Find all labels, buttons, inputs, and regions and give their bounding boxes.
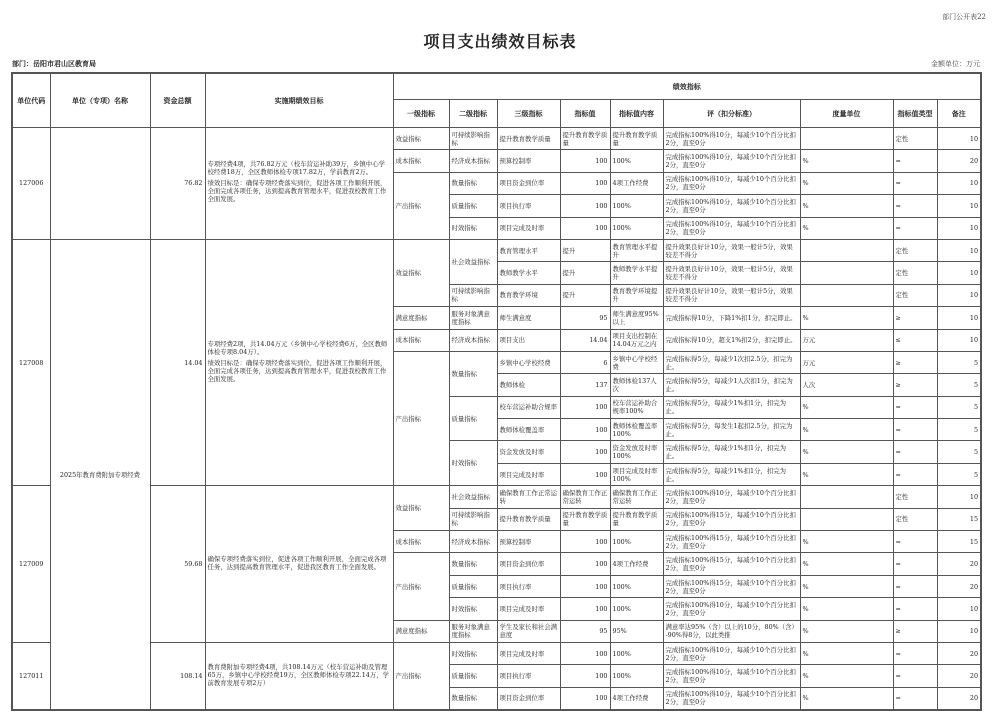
- indicator-content: 项目支出控制在14.04万元之内: [610, 329, 663, 351]
- indicator-value: 100: [560, 642, 610, 664]
- indicator-content: 资金发放及时率100%: [610, 441, 663, 463]
- indicator-l1: 满意度指标: [393, 620, 449, 642]
- indicator-l3: 教师教学水平: [497, 262, 560, 284]
- indicator-content: 提升教育教学质量: [610, 128, 663, 150]
- indicator-measure: %: [800, 687, 893, 710]
- indicator-type: ≤: [893, 329, 937, 351]
- indicator-content: 4项工作经费: [610, 553, 663, 575]
- goal: [205, 239, 393, 485]
- indicator-l3: 项目完成及时率: [497, 642, 560, 664]
- indicator-l3: 师生满意度: [497, 307, 560, 329]
- form-number: 部门公开表22: [942, 13, 986, 21]
- indicator-type: =: [893, 665, 937, 687]
- indicator-content: 100%: [610, 575, 663, 597]
- indicator-l3: 学生及家长和社会满意度: [497, 620, 560, 642]
- indicator-type: =: [893, 195, 937, 217]
- indicator-measure: %: [800, 195, 893, 217]
- indicator-measure: %: [800, 463, 893, 485]
- unit-name: 2025年教育费附加专项经费: [50, 239, 150, 710]
- indicator-type: =: [893, 396, 937, 418]
- indicator-measure: [800, 284, 893, 306]
- indicator-measure: %: [800, 307, 893, 329]
- indicator-type: ≥: [893, 374, 937, 396]
- indicator-value: 137: [560, 374, 610, 396]
- indicator-value: 95: [560, 620, 610, 642]
- indicator-value: 100: [560, 575, 610, 597]
- indicator-measure: %: [800, 665, 893, 687]
- indicator-type: 定性: [893, 262, 937, 284]
- indicator-measure: %: [800, 575, 893, 597]
- indicator-l1: 效益指标: [393, 239, 449, 306]
- indicator-type: =: [893, 217, 937, 239]
- indicator-l1: 成本指标: [393, 329, 449, 351]
- indicator-note: 20: [937, 575, 981, 597]
- indicator-content: 100%: [610, 598, 663, 620]
- indicator-content: 100%: [610, 195, 663, 217]
- indicator-criteria: 完成指标100%得10分，每减少10个百分比扣2分，直至0分: [663, 687, 800, 710]
- performance-target-table: [11, 72, 982, 711]
- indicator-l2: 质量指标: [449, 396, 497, 441]
- indicator-criteria: 完成指标100%得10分，每减少10个百分比扣2分，直至0分: [663, 195, 800, 217]
- indicator-note: 20: [937, 150, 981, 172]
- unit-name: [50, 128, 150, 240]
- indicator-l2: 社会效益指标: [449, 239, 497, 284]
- indicator-note: 20: [937, 642, 981, 664]
- indicator-criteria: 完成指标100%得10分，每减少10个百分比扣2分，直至0分: [663, 598, 800, 620]
- indicator-value: 100: [560, 687, 610, 710]
- indicator-l3: 项目资金到位率: [497, 172, 560, 194]
- indicator-type: =: [893, 531, 937, 553]
- indicator-l2: 经济成本指标: [449, 150, 497, 172]
- page-title: 项目支出绩效目标表: [423, 32, 577, 51]
- indicator-l2: 可持续影响指标: [449, 284, 497, 306]
- indicator-l2: 质量指标: [449, 195, 497, 217]
- indicator-l2: 服务对象满意度指标: [449, 620, 497, 642]
- indicator-measure: %: [800, 553, 893, 575]
- header-type: 指标值类型: [893, 100, 937, 128]
- indicator-l3: 项目执行率: [497, 665, 560, 687]
- header-amount: 资金总额: [150, 73, 205, 128]
- indicator-content: 95%: [610, 620, 663, 642]
- indicator-note: 20: [937, 553, 981, 575]
- indicator-l1: 产出指标: [393, 642, 449, 710]
- indicator-measure: %: [800, 441, 893, 463]
- indicator-l2: 经济成本指标: [449, 531, 497, 553]
- amount: 59.68: [150, 486, 205, 643]
- indicator-measure: %: [800, 419, 893, 441]
- indicator-type: =: [893, 172, 937, 194]
- indicator-measure: %: [800, 620, 893, 642]
- indicator-measure: [800, 128, 893, 150]
- indicator-note: 10: [937, 598, 981, 620]
- indicator-measure: 人次: [800, 374, 893, 396]
- indicator-l3: 预算控制率: [497, 531, 560, 553]
- indicator-content: 确保教育工作正常运转: [610, 486, 663, 508]
- table-body: [12, 128, 981, 711]
- indicator-note: 20: [937, 687, 981, 710]
- indicator-criteria: 提升效果良好计10分，效果一般计5分，效果较差不得分: [663, 262, 800, 284]
- header-value: 指标值: [560, 100, 610, 128]
- indicator-l1: 产出指标: [393, 172, 449, 239]
- indicator-value: 100: [560, 598, 610, 620]
- header-unit-name: 单位（专项）名称: [50, 73, 150, 128]
- indicator-content: 4项工作经费: [610, 172, 663, 194]
- indicator-l3: 资金发放及时率: [497, 441, 560, 463]
- indicator-l2: 时效指标: [449, 441, 497, 486]
- indicator-content: 提升教育教学质量: [610, 508, 663, 530]
- indicator-criteria: 完成指标100%得10分，每减少10个百分比扣2分，直至0分: [663, 642, 800, 664]
- header-note: 备注: [937, 100, 981, 128]
- indicator-l1: 效益指标: [393, 128, 449, 150]
- indicator-type: =: [893, 553, 937, 575]
- indicator-content: 师生满意度95%以上: [610, 307, 663, 329]
- indicator-content: 教育教学环境提升: [610, 284, 663, 306]
- indicator-note: 10: [937, 284, 981, 306]
- indicator-content: 100%: [610, 642, 663, 664]
- indicator-l3: 项目完成及时率: [497, 217, 560, 239]
- indicator-criteria: 完成指标得5分，每减少1人次扣1分，扣完为止。: [663, 374, 800, 396]
- goal-paragraph: 专项经费4项，共76.82万元（校车营运补助39万，乡镇中心学校经费18万，全区教师体检专项17.82万，学前教育2万。: [207, 160, 385, 177]
- goal-paragraph: 绩效目标是：确保专项经费落实到位，促进各项工作顺利开展，全面完成各项任务，达到提高教育管理水平，促进我校教育工作全面发展。: [207, 179, 387, 204]
- indicator-l2: 数量指标: [449, 553, 497, 575]
- indicator-value: 6: [560, 351, 610, 373]
- indicator-criteria: 提升效果良好计10分，效果一般计5分，效果较差不得分: [663, 239, 800, 261]
- indicator-note: 15: [937, 531, 981, 553]
- indicator-l1: 成本指标: [393, 531, 449, 553]
- indicator-l3: 确保教育工作正常运转: [497, 486, 560, 508]
- indicator-content: 4项工作经费: [610, 687, 663, 710]
- indicator-measure: [800, 262, 893, 284]
- indicator-value: 95: [560, 307, 610, 329]
- indicator-measure: %: [800, 396, 893, 418]
- indicator-l3: 项目执行率: [497, 195, 560, 217]
- indicator-criteria: 完成指标100%得15分，每减少10个百分比扣2分，直至0分: [663, 531, 800, 553]
- indicator-criteria: 完成指标得5分，每减少1%扣1分，扣完为止。: [663, 396, 800, 418]
- indicator-l2: 经济成本指标: [449, 329, 497, 351]
- indicator-criteria: 完成指标100%得15分，每减少10个百分比扣2分，直至0分: [663, 575, 800, 597]
- indicator-note: 10: [937, 195, 981, 217]
- indicator-l1: 满意度指标: [393, 307, 449, 329]
- header-l2: 二级指标: [449, 100, 497, 128]
- indicator-content: 教师体检覆盖率100%: [610, 419, 663, 441]
- indicator-note: 5: [937, 374, 981, 396]
- indicator-measure: %: [800, 172, 893, 194]
- indicator-criteria: 完成指标得10分，超支1%扣2分，扣完即止。: [663, 329, 800, 351]
- indicator-l2: 数量指标: [449, 172, 497, 194]
- header-measure: 度量单位: [800, 100, 893, 128]
- indicator-type: =: [893, 687, 937, 710]
- indicator-l1: 效益指标: [393, 486, 449, 531]
- indicator-note: 5: [937, 463, 981, 485]
- indicator-type: =: [893, 441, 937, 463]
- indicator-l3: 项目完成及时率: [497, 463, 560, 485]
- indicator-measure: %: [800, 150, 893, 172]
- indicator-content: 乡镇中心学校经费: [610, 351, 663, 373]
- indicator-l2: 数量指标: [449, 351, 497, 396]
- indicator-content: 100%: [610, 217, 663, 239]
- indicator-l3: 教师体检覆盖率: [497, 419, 560, 441]
- indicator-measure: [800, 508, 893, 530]
- indicator-value: 100: [560, 441, 610, 463]
- indicator-value: 100: [560, 419, 610, 441]
- indicator-type: 定性: [893, 486, 937, 508]
- table-row: [12, 239, 981, 261]
- indicator-l2: 时效指标: [449, 642, 497, 664]
- unit-code: 127006: [12, 128, 50, 240]
- indicator-l2: 质量指标: [449, 665, 497, 687]
- table-row: [12, 128, 981, 150]
- indicator-value: 100: [560, 463, 610, 485]
- goal-paragraph: 教育费附加专项经费4项，共108.14万元（校车营运补助及管理65万，乡镇中心学校经费19万，全区教师体检专项22.14万，学前教育发展专项2万）: [207, 662, 390, 687]
- indicator-l3: 提升教育教学质量: [497, 508, 560, 530]
- indicator-l3: 预算控制率: [497, 150, 560, 172]
- indicator-type: ≥: [893, 351, 937, 373]
- indicator-note: 10: [937, 329, 981, 351]
- indicator-l2: 时效指标: [449, 598, 497, 620]
- indicator-criteria: 完成指标得5分，每减少1次扣2.5分，扣完为止。: [663, 351, 800, 373]
- indicator-note: 20: [937, 665, 981, 687]
- indicator-l2: 时效指标: [449, 217, 497, 239]
- indicator-type: =: [893, 642, 937, 664]
- indicator-note: 5: [937, 441, 981, 463]
- indicator-l1: 产出指标: [393, 351, 449, 485]
- indicator-criteria: 完成指标100%得10分，每减少10个百分比扣2分，直至0分: [663, 217, 800, 239]
- indicator-criteria: 完成指标得5分，每减少1%扣1分，扣完为止。: [663, 463, 800, 485]
- indicator-measure: %: [800, 642, 893, 664]
- indicator-note: 10: [937, 128, 981, 150]
- indicator-l3: 项目资金到位率: [497, 553, 560, 575]
- indicator-value: 100: [560, 553, 610, 575]
- amount: 14.04: [150, 239, 205, 485]
- indicator-value: 提升: [560, 239, 610, 261]
- indicator-criteria: 完成指标得5分，每发生1起扣2.5分，扣完为止。: [663, 419, 800, 441]
- indicator-criteria: 完成指标100%得10分，每减少10个百分比扣2分，直至0分: [663, 486, 800, 508]
- indicator-l2: 可持续影响指标: [449, 128, 497, 150]
- indicator-type: 定性: [893, 128, 937, 150]
- indicator-criteria: 完成指标100%得15分，每减少10个百分比扣2分，直至0分: [663, 508, 800, 530]
- indicator-l1: 成本指标: [393, 150, 449, 172]
- indicator-note: 5: [937, 396, 981, 418]
- header-indicators: 绩效指标: [393, 73, 981, 100]
- unit-code: 127008: [12, 239, 50, 485]
- indicator-type: ≥: [893, 307, 937, 329]
- indicator-content: 教师教学水平提升: [610, 262, 663, 284]
- indicator-note: 5: [937, 419, 981, 441]
- indicator-l1: 产出指标: [393, 553, 449, 620]
- header-content: 指标值内容: [610, 100, 663, 128]
- goal: [205, 128, 393, 240]
- indicator-l2: 社会效益指标: [449, 486, 497, 508]
- indicator-content: 100%: [610, 531, 663, 553]
- indicator-criteria: 完成指标得10分，下降1%扣1分，扣完即止。: [663, 307, 800, 329]
- indicator-type: =: [893, 598, 937, 620]
- header-l1: 一级指标: [393, 100, 449, 128]
- indicator-l3: 项目资金到位率: [497, 687, 560, 710]
- indicator-value: 100: [560, 665, 610, 687]
- indicator-note: 10: [937, 262, 981, 284]
- indicator-value: 100: [560, 217, 610, 239]
- indicator-l3: 教育教学环境: [497, 284, 560, 306]
- indicator-value: 100: [560, 150, 610, 172]
- indicator-note: 10: [937, 486, 981, 508]
- indicator-note: 5: [937, 351, 981, 373]
- indicator-type: ≥: [893, 620, 937, 642]
- indicator-type: 定性: [893, 284, 937, 306]
- indicator-note: 10: [937, 172, 981, 194]
- indicator-criteria: 完成指标100%得15分，每减少10个百分比扣2分，直至0分: [663, 553, 800, 575]
- goal: [205, 486, 393, 643]
- amount: 108.14: [150, 642, 205, 710]
- indicator-l3: 乡镇中心学校经费: [497, 351, 560, 373]
- indicator-l3: 项目支出: [497, 329, 560, 351]
- indicator-content: 校车营运补助合规率100%: [610, 396, 663, 418]
- goal: [205, 642, 393, 710]
- indicator-l2: 可持续影响指标: [449, 508, 497, 530]
- header-criteria: 评（扣分标准）: [663, 100, 800, 128]
- indicator-measure: [800, 486, 893, 508]
- header-goal: 实施期绩效目标: [205, 73, 393, 128]
- indicator-l3: 项目执行率: [497, 575, 560, 597]
- indicator-value: 提升: [560, 284, 610, 306]
- indicator-criteria: 满意率达95%（含）以上的10分，80%（含）-90%得8分，以此类推: [663, 620, 800, 642]
- amount: 76.82: [150, 128, 205, 240]
- goal-paragraph: 绩效目标是：确保专项经费落实到位，促进各项工作顺利开展，全面完成各项任务，达到提高教育管理水平，促进我校教育工作全面发展。: [207, 358, 387, 383]
- department-label: 部门：岳阳市君山区教育局: [12, 59, 96, 68]
- indicator-criteria: 完成指标100%得10分，每减少10个百分比扣2分，直至0分: [663, 150, 800, 172]
- indicator-type: =: [893, 463, 937, 485]
- indicator-criteria: 完成指标得5分，每减少1%扣1分，扣完为止。: [663, 441, 800, 463]
- indicator-content: 100%: [610, 150, 663, 172]
- indicator-criteria: 完成指标100%得10分，每减少10个百分比扣2分，直至0分: [663, 665, 800, 687]
- indicator-l3: 项目完成及时率: [497, 598, 560, 620]
- indicator-criteria: 完成指标100%得10分，每减少10个百分比扣2分，直至0分: [663, 128, 800, 150]
- indicator-l3: 校车营运补助合规率: [497, 396, 560, 418]
- indicator-content: 教育管理水平提升: [610, 239, 663, 261]
- indicator-measure: %: [800, 217, 893, 239]
- goal-paragraph: 专项经费2项，共14.04万元（乡镇中心学校经费6万，全区教师体检专项8.04万）。: [207, 339, 388, 356]
- header-l3: 三级指标: [497, 100, 560, 128]
- indicator-value: 14.04: [560, 329, 610, 351]
- indicator-criteria: 提升效果良好计10分，效果一般计5分，效果较差不得分: [663, 284, 800, 306]
- indicator-note: 10: [937, 620, 981, 642]
- indicator-type: =: [893, 150, 937, 172]
- indicator-l2: 数量指标: [449, 687, 497, 710]
- goal-paragraph: 确保专项经费落实到位，促进各项工作顺利开展，全面完成各项任务，达到提高教育管理水平，促进我区教育工作全面发展。: [207, 554, 387, 571]
- indicator-value: 提升教育教学质量: [560, 128, 610, 150]
- indicator-value: 100: [560, 195, 610, 217]
- indicator-note: 10: [937, 239, 981, 261]
- unit-code: 127009: [12, 486, 50, 643]
- indicator-note: 10: [937, 217, 981, 239]
- indicator-note: 10: [937, 307, 981, 329]
- indicator-measure: 万元: [800, 329, 893, 351]
- indicator-l3: 提升教育教学质量: [497, 128, 560, 150]
- indicator-type: =: [893, 419, 937, 441]
- indicator-note: 15: [937, 508, 981, 530]
- table-row: [12, 486, 981, 508]
- indicator-measure: [800, 239, 893, 261]
- table-row: [12, 642, 981, 664]
- indicator-value: 提升: [560, 262, 610, 284]
- indicator-criteria: 完成指标100%得10分，每减少10个百分比扣2分，直至0分: [663, 172, 800, 194]
- indicator-type: =: [893, 575, 937, 597]
- indicator-value: 100: [560, 531, 610, 553]
- unit-code: 127011: [12, 642, 50, 710]
- indicator-measure: 万元: [800, 351, 893, 373]
- indicator-content: 100%: [610, 665, 663, 687]
- indicator-l2: 质量指标: [449, 575, 497, 597]
- indicator-value: 100: [560, 396, 610, 418]
- indicator-measure: %: [800, 531, 893, 553]
- indicator-type: 定性: [893, 508, 937, 530]
- money-unit-label: 金额单位：万元: [931, 60, 980, 68]
- indicator-l2: 服务对象满意度指标: [449, 307, 497, 329]
- header-unit-code: 单位代码: [12, 73, 50, 128]
- indicator-measure: %: [800, 598, 893, 620]
- indicator-l3: 教师体检: [497, 374, 560, 396]
- indicator-content: 项目完成及时率100%: [610, 463, 663, 485]
- indicator-type: 定性: [893, 239, 937, 261]
- indicator-content: 教师体检137人次: [610, 374, 663, 396]
- indicator-l3: 教育管理水平: [497, 239, 560, 261]
- indicator-value: 100: [560, 172, 610, 194]
- indicator-value: 确保教育工作正常运转: [560, 486, 610, 508]
- indicator-value: 提升教育教学质量: [560, 508, 610, 530]
